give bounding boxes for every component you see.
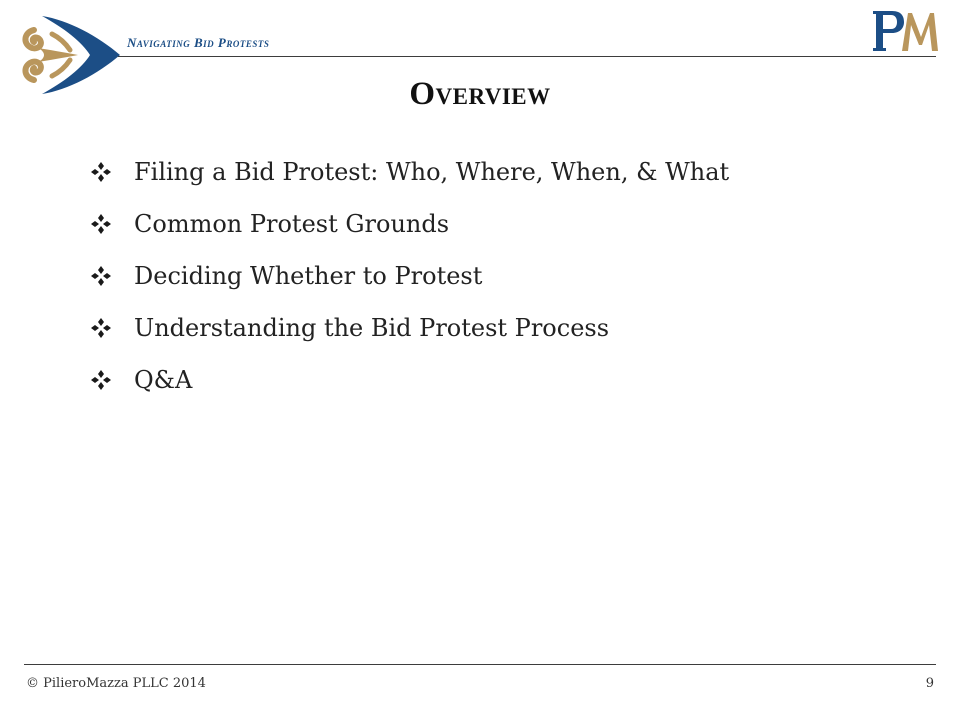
four-diamond-bullet-icon xyxy=(90,161,112,183)
list-item xyxy=(90,250,729,302)
bullet-list xyxy=(90,146,729,406)
pm-logo-icon xyxy=(872,7,940,55)
list-item xyxy=(90,198,729,250)
bullet-text: Deciding Whether to Protest xyxy=(134,262,483,290)
list-item xyxy=(90,146,729,198)
footer-copyright: © PilieroMazza PLLC 2014 xyxy=(26,676,206,691)
header-title: Navigating Bid Protests xyxy=(127,35,270,50)
four-diamond-bullet-icon xyxy=(90,317,112,339)
bullet-text: Common Protest Grounds xyxy=(134,210,450,238)
bullet-text: Q&A xyxy=(134,366,193,394)
four-diamond-bullet-icon xyxy=(90,369,112,391)
page-number: 9 xyxy=(925,676,934,691)
four-diamond-bullet-icon xyxy=(90,213,112,235)
page-title: Overview xyxy=(409,76,551,112)
list-item xyxy=(90,302,729,354)
four-diamond-bullet-icon xyxy=(90,265,112,287)
bullet-text: Filing a Bid Protest: Who, Where, When, & What xyxy=(134,158,730,186)
list-item xyxy=(90,354,729,406)
footer-divider xyxy=(24,664,936,665)
header-divider xyxy=(118,56,936,57)
bullet-text: Understanding the Bid Protest Process xyxy=(134,314,610,342)
